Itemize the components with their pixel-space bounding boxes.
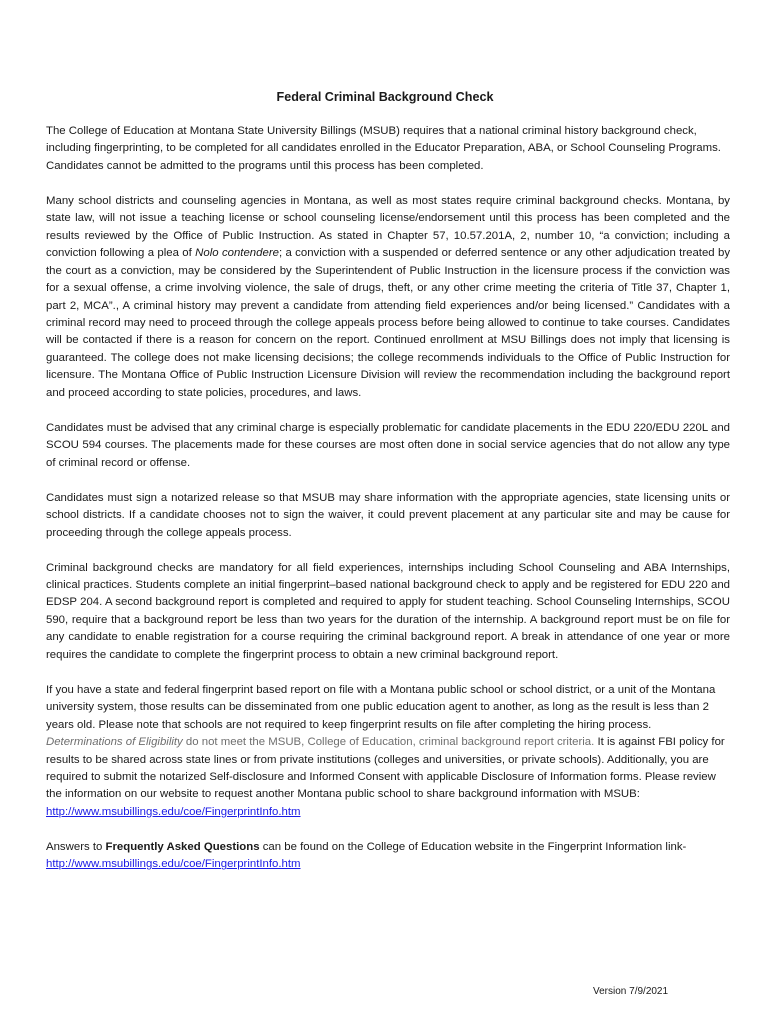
document-body [46, 123, 730, 891]
muted-text: do not meet the MSUB, College of Education, criminal background report criteria. [182, 736, 595, 749]
italic-term: Nolo contendere [195, 247, 279, 260]
paragraph-advisory [46, 420, 730, 472]
paragraph-text: Many school districts and counseling agencies in Montana, as well as most states require criminal background checks. Montana, by state law, will not issue a teaching license or school counseling license/endorsement until this process has been completed and the results reviewed by the Office of Public Instruction. As stated in Chapter 57, 10.57.201A, 2, number 10, “a conviction; including a conviction following a plea of [46, 194, 730, 260]
paragraph-text: The College of Education at Montana State University Billings (MSUB) requires that a national criminal history background check, including fingerprinting, to be completed for all candidates enrolled in the Educator Preparation, ABA, or School Counseling Programs. Candidates cannot be admitted to the programs until this process has been completed. [46, 125, 721, 172]
paragraph-mandatory-checks [46, 560, 730, 665]
paragraph-faq [46, 839, 730, 874]
version-label: Version 7/9/2021 [593, 986, 669, 997]
paragraph-text: Answers to [46, 840, 106, 853]
paragraph-text: Candidates must be advised that any criminal charge is especially problematic for candidate placements in the EDU 220/EDU 220L and SCOU 594 courses. The placements made for these courses are most often done in social service agencies that do not allow any type of criminal record or offense. [46, 421, 730, 469]
paragraph-text: It is against FBI policy for results to be shared across state lines or from private institutions (colleges and universities, or private schools). Additionally, you are required to submit the notarized Self-disclosure and Informed Consent with applicable Disclosure of Information forms. Please review the information on our website to request another Montana public school to share background information with MSUB: [46, 736, 725, 801]
faq-fingerprint-info-link[interactable]: http://www.msubillings.edu/coe/FingerprintInfo.htm [46, 858, 301, 871]
paragraph-requirement [46, 123, 730, 175]
fingerprint-info-link[interactable]: http://www.msubillings.edu/coe/FingerprintInfo.htm [46, 805, 301, 818]
faq-bold: Frequently Asked Questions [105, 840, 260, 853]
paragraph-text: If you have a state and federal fingerprint based report on file with a Montana public school or school district, or a unit of the Montana university system, those results can be disseminated from one public education agent to another, as long as the result is less than 2 years old. Please note that schools are not required to keep fingerprint results on file after completing the hiring process. [46, 683, 716, 731]
italic-term: Determinations of Eligibility [46, 736, 183, 749]
paragraph-text: Criminal background checks are mandatory for all field experiences, internships including School Counseling and ABA Internships, clinical practices. Students complete an initial fingerprint–based national background check to apply and be registered for EDU 220 and EDSP 204. A second background report is completed and required to apply for student teaching. School Counseling Internships, SCOU 590, require that a background report be less than two years for the duration of the internship. A background report must be on file for any candidate to enable registration for a course requiring the criminal background report. A break in attendance of one year or more requires the candidate to complete the fingerprint process to obtain a new criminal background report. [46, 561, 730, 661]
paragraph-text: can be found on the College of Education website in the Fingerprint Information link- [259, 840, 687, 853]
paragraph-text: Candidates must sign a notarized release so that MSUB may share information with the appropriate agencies, state licensing units or school districts. If a candidate chooses not to sign the waiver, it could prevent placement at any particular site and may be cause for proceeding through the college appeals process. [46, 491, 730, 539]
paragraph-notarized-release [46, 490, 730, 542]
paragraph-existing-report [46, 682, 730, 822]
page-title: Federal Criminal Background Check [276, 90, 494, 104]
paragraph-state-law [46, 193, 730, 402]
paragraph-text: ; a conviction with a suspended or deferred sentence or any other adjudication treated by the court as a conviction, may be considered by the Superintendent of Public Instruction in the licensure process if the conviction was for a sexual offense, a crime involving violence, the sale of drugs, theft, or any other crime meeting the criteria of Title 37, Chapter 1, part 2, MCA”., A criminal history may prevent a candidate from attending field experiences and/or being licensed.” Candidates with a criminal record may need to proceed through the college appeals process before being allowed to continue to take courses. Candidates will be contacted if there is a reason for concern on the report. Continued enrollment at MSU Billings does not imply that licensing is guaranteed. The college does not make licensing decisions; the college recommends individuals to the Office of Public Instruction for licensure. The Montana Office of Public Instruction Licensure Division will review the recommendation including the background report and proceed according to state policies, procedures, and laws. [46, 247, 731, 399]
